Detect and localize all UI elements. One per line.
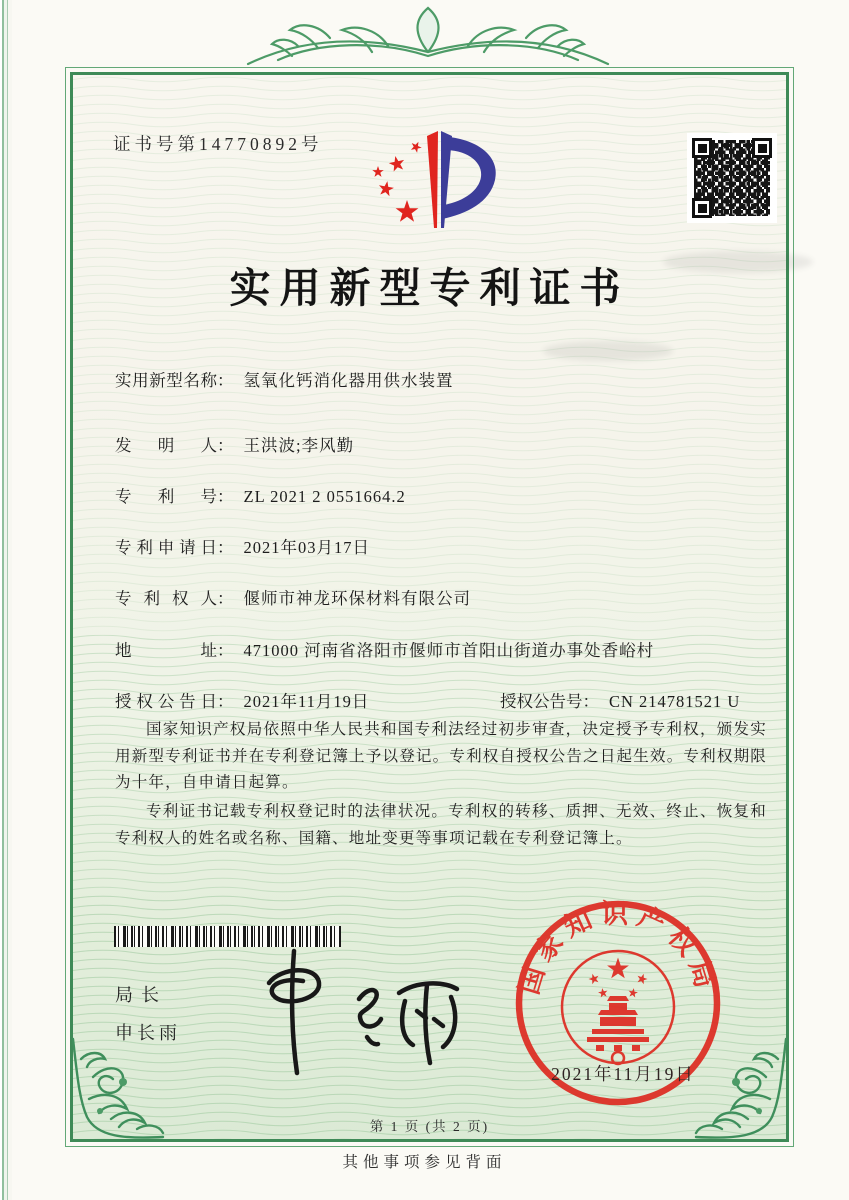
legal-paragraph-1: 国家知识产权局依照中华人民共和国专利法经过初步审查，决定授予专利权，颁发实用新型专利证书并在专利登记簿上予以登记。专利权自授权公告之日起生效。专利权期限为十年，自申请日起算。 <box>115 721 767 792</box>
colon: ： <box>217 436 234 455</box>
grant-seal-date: 2021年11月19日 <box>551 1064 695 1084</box>
qr-finder <box>692 198 712 218</box>
qr-finder <box>752 138 772 158</box>
colon: ： <box>217 589 234 608</box>
field-grant-no <box>500 688 740 712</box>
field-row-patentee <box>115 585 471 609</box>
field-label: 专利权人 <box>115 589 217 608</box>
field-value: 偃师市神龙环保材料有限公司 <box>243 589 471 608</box>
colon: ： <box>217 692 234 711</box>
field-value: 2021年03月17日 <box>243 538 370 557</box>
seal-text: 国家知识产权局 <box>513 898 723 998</box>
field-row-grant <box>115 688 765 712</box>
page-number: 第 1 页 (共 2 页) <box>369 1119 490 1134</box>
field-row-patent-no <box>115 483 406 507</box>
certificate-border-frame <box>70 72 789 1142</box>
field-row-filing-date <box>115 534 370 558</box>
field-label: 发明人 <box>115 436 217 455</box>
legal-text <box>115 717 767 854</box>
field-label: 实用新型名称 <box>115 371 217 390</box>
field-label: 专利申请日 <box>115 538 217 557</box>
certificate-title: 实用新型专利证书 <box>229 265 630 311</box>
back-note: 其他事项参见背面 <box>342 1154 507 1171</box>
colon: ： <box>217 371 234 390</box>
top-border-ornament <box>238 0 618 72</box>
colon: ： <box>217 538 234 557</box>
qr-code-icon <box>687 133 777 223</box>
field-label: 授权公告日 <box>115 692 217 711</box>
colon: ： <box>582 692 599 711</box>
field-row-inventor <box>115 432 354 456</box>
field-row-address <box>115 637 654 661</box>
colon: ： <box>217 641 234 660</box>
field-label: 专利号 <box>115 487 217 506</box>
field-value: 471000 河南省洛阳市偃师市首阳山街道办事处香峪村 <box>243 641 655 660</box>
field-label: 地址 <box>115 641 217 660</box>
field-label: 授权公告号 <box>500 692 583 711</box>
scan-edge-artifact <box>0 0 12 1200</box>
handwritten-signature-icon <box>231 941 471 1081</box>
qr-finder <box>692 138 712 158</box>
field-row-name <box>115 367 454 391</box>
field-value: 氢氧化钙消化器用供水装置 <box>243 371 454 390</box>
cnipa-patent-logo-icon <box>365 125 515 237</box>
commissioner-title: 局长 <box>115 985 167 1005</box>
bleed-through-artifact <box>543 341 673 361</box>
field-value: CN 214781521 U <box>609 692 741 711</box>
colon: ： <box>217 487 234 506</box>
national-emblem-icon <box>562 951 674 1064</box>
field-value: ZL 2021 2 0551664.2 <box>243 487 406 506</box>
certificate-number: 证书号第14770892号 <box>113 134 323 154</box>
commissioner-name: 申长雨 <box>115 1023 181 1043</box>
legal-paragraph-2: 专利证书记载专利权登记时的法律状况。专利权的转移、质押、无效、终止、恢复和专利权人的姓名或名称、国籍、地址变更等事项记载在专利登记簿上。 <box>115 802 767 847</box>
field-value: 2021年11月19日 <box>243 692 370 711</box>
field-value: 王洪波;李风勤 <box>243 436 355 455</box>
